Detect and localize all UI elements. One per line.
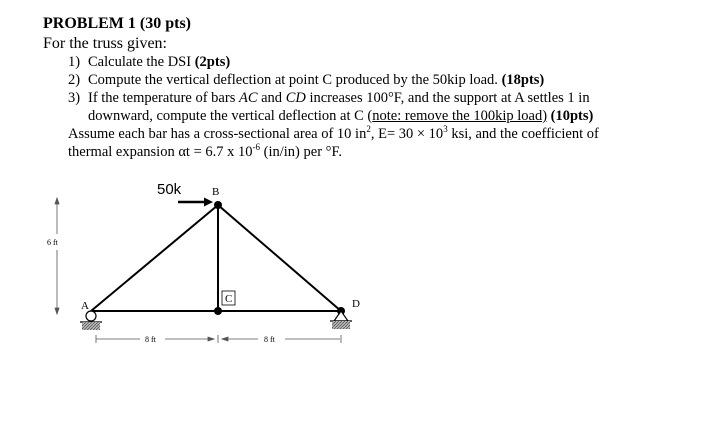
- load-label: 50k: [157, 181, 182, 198]
- task-text: downward, compute the vertical deflection at C (: [88, 108, 373, 124]
- height-dimension: [55, 198, 59, 314]
- task-points: (18pts): [501, 72, 545, 88]
- task-text: Compute the vertical deflection at point C produced by the 50kip load.: [88, 72, 502, 88]
- node-label-b: B: [212, 186, 220, 198]
- height-label: 6 ft: [47, 238, 58, 247]
- assumption-text: ksi, and the coefficient of: [447, 126, 599, 142]
- bar-ac: AC: [238, 90, 258, 106]
- support-a: [80, 311, 102, 330]
- task-text: and: [257, 90, 286, 106]
- support-d: [330, 311, 352, 329]
- assumption-text: , E= 30 × 10: [370, 126, 444, 142]
- task-points: (10pts): [547, 108, 594, 124]
- problem-subtitle: For the truss given:: [43, 35, 167, 52]
- node-label-d: D: [352, 298, 360, 310]
- bar-cd: CD: [285, 90, 306, 106]
- load-arrow: [178, 198, 213, 207]
- task-points: (2pts): [194, 54, 231, 70]
- exponent: 2: [366, 124, 371, 135]
- span-right-label: 8 ft: [264, 335, 275, 344]
- member-ab: [91, 205, 218, 311]
- exponent: 3: [443, 124, 448, 135]
- span-left-label: 8 ft: [145, 335, 156, 344]
- joint-c: [214, 307, 222, 315]
- assumption-text: thermal expansion αt = 6.7 x 10: [68, 144, 253, 160]
- node-label-c: C: [225, 293, 233, 305]
- task-number: 1): [68, 54, 81, 70]
- exponent: -6: [252, 142, 261, 153]
- task-text: Calculate the DSI: [88, 54, 195, 70]
- truss-members: [91, 205, 341, 311]
- task-text: increases 100°F, and the support at A settles 1 in: [305, 90, 590, 106]
- node-label-a: A: [81, 300, 89, 312]
- span-dimension: [96, 335, 341, 343]
- assumption-text: Assume each bar has a cross-sectional area of 10 in: [68, 126, 367, 142]
- task-text: If the temperature of bars: [88, 90, 239, 106]
- task-number: 2): [68, 72, 81, 88]
- member-bd: [218, 205, 341, 311]
- joint-b: [214, 201, 222, 209]
- task-note: note: remove the 100kip load): [372, 108, 548, 124]
- problem-title: PROBLEM 1 (30 pts): [43, 15, 191, 32]
- assumption-text: (in/in) per °F.: [260, 144, 342, 160]
- task-number: 3): [68, 90, 81, 106]
